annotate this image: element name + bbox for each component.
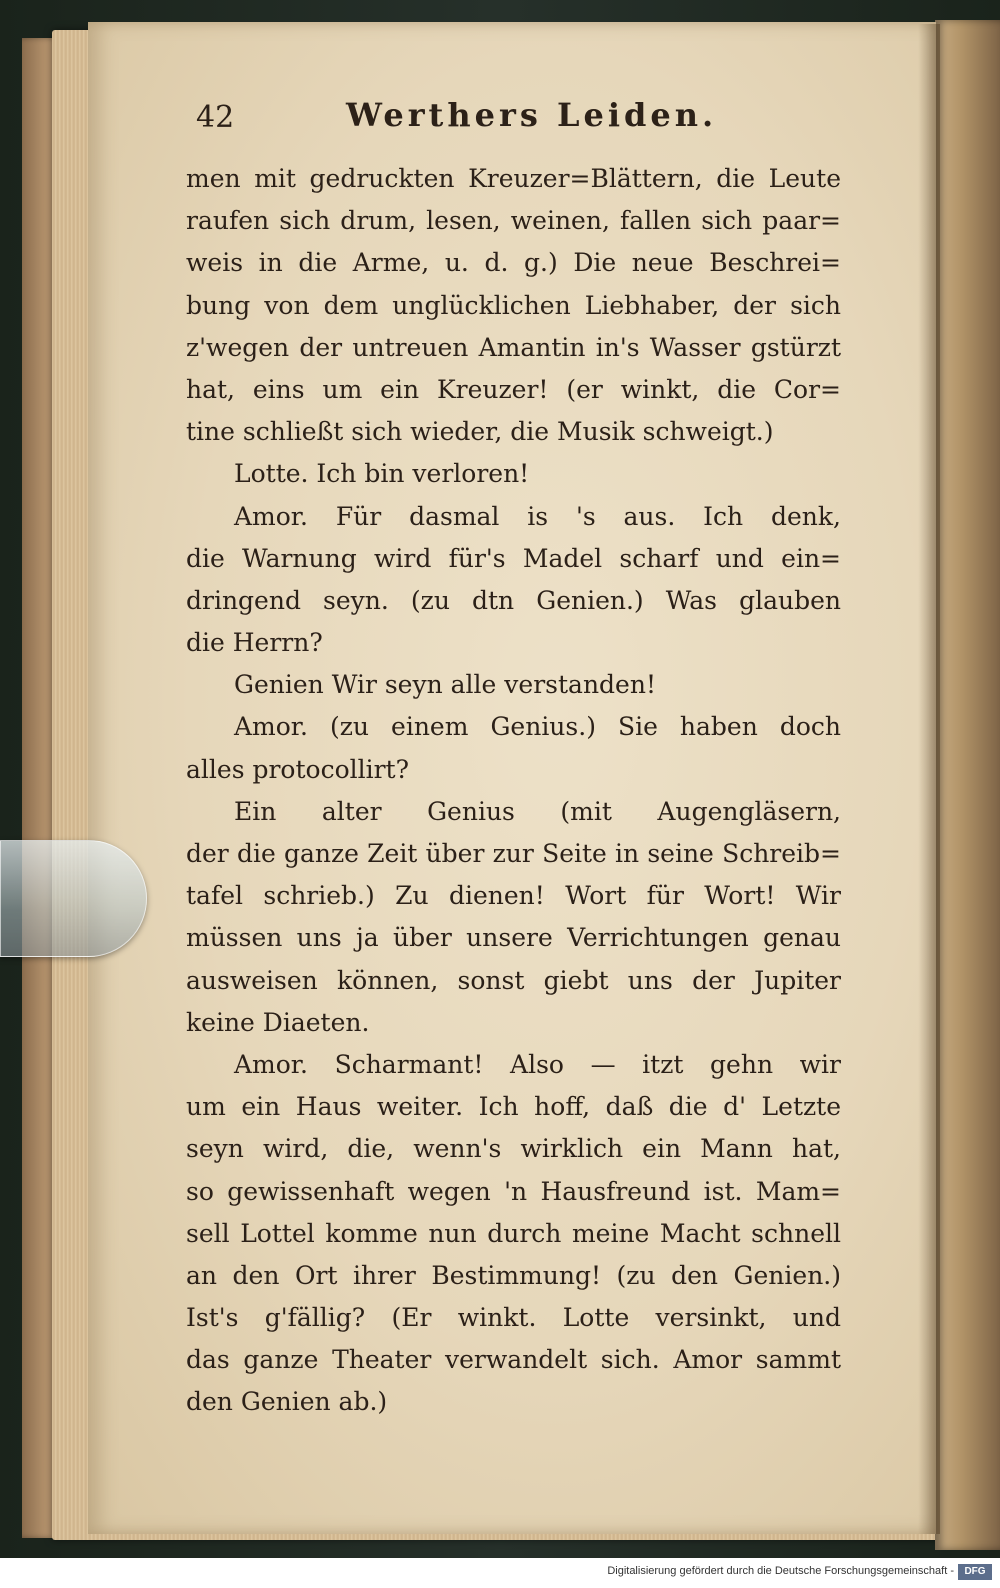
- right-page-edge: [935, 20, 1000, 1550]
- text-line: z'wegen der untreuen Amantin in's Wasser gstürzt: [186, 332, 841, 362]
- dfg-logo: DFG: [958, 1564, 992, 1580]
- text-line: men mit gedruckten Kreuzer=Blättern, die Leute: [186, 164, 841, 193]
- text-line: so gewissenhaft wegen 'n Hausfreund ist. Mam=: [186, 1176, 841, 1206]
- funding-credit: Digitalisierung gefördert durch die Deutsche Forschungsgemeinschaft -: [607, 1565, 954, 1577]
- body-text: [186, 158, 841, 1424]
- page-clip: [0, 840, 147, 957]
- running-title: Werthers Leiden.: [346, 96, 718, 134]
- text-line: bung von dem unglücklichen Liebhaber, der sich: [186, 290, 841, 320]
- page-number: 42: [196, 100, 235, 135]
- text-line: den Genien ab.): [186, 1387, 388, 1417]
- text-line: alles protocollirt?: [186, 754, 410, 784]
- text-line: die Warnung wird für's Madel scharf und ein=: [186, 543, 841, 573]
- text-line: Ist's g'fällig? (Er winkt. Lotte versinkt, und: [186, 1303, 841, 1333]
- text-line: Amor. (zu einem Genius.) Sie haben doch: [234, 712, 841, 742]
- text-line: das ganze Theater verwandelt sich. Amor sammt: [186, 1345, 841, 1375]
- text-line: an den Ort ihrer Bestimmung! (zu den Genien.): [186, 1260, 841, 1290]
- text-line: der die ganze Zeit über zur Seite in seine Schreib=: [186, 839, 841, 868]
- text-line: die Herrn?: [186, 628, 323, 658]
- text-line: Ein alter Genius (mit Augengläsern,: [234, 796, 841, 826]
- text-line: raufen sich drum, lesen, weinen, fallen sich paar=: [186, 206, 841, 236]
- text-line: sell Lottel komme nun durch meine Macht schnell: [186, 1218, 841, 1248]
- text-line: tafel schrieb.) Zu dienen! Wort für Wort! Wir: [186, 881, 841, 911]
- text-line: keine Diaeten.: [186, 1007, 370, 1037]
- text-line: seyn wird, die, wenn's wirklich ein Mann hat,: [186, 1134, 841, 1164]
- text-line: dringend seyn. (zu dtn Genien.) Was glauben: [186, 585, 841, 615]
- text-line: ausweisen können, sonst giebt uns der Jupiter: [186, 965, 841, 995]
- page-header: [196, 96, 826, 144]
- text-line: um ein Haus weiter. Ich hoff, daß die d' Letzte: [186, 1092, 841, 1122]
- text-line: weis in die Arme, u. d. g.) Die neue Beschrei=: [186, 248, 841, 278]
- text-line: Amor. Für dasmal is 's aus. Ich denk,: [234, 501, 841, 531]
- gutter-shadow: [918, 24, 940, 1534]
- text-line: Amor. Scharmant! Also — itzt gehn wir: [234, 1049, 841, 1079]
- footer-bar: [0, 1558, 1000, 1588]
- text-line: müssen uns ja über unsere Verrichtungen genau: [186, 923, 841, 953]
- text-line: hat, eins um ein Kreuzer! (er winkt, die Cor=: [186, 374, 841, 404]
- text-line: tine schließt sich wieder, die Musik schweigt.): [186, 417, 774, 447]
- text-line: Lotte. Ich bin verloren!: [234, 459, 530, 489]
- text-line: Genien Wir seyn alle verstanden!: [234, 670, 656, 700]
